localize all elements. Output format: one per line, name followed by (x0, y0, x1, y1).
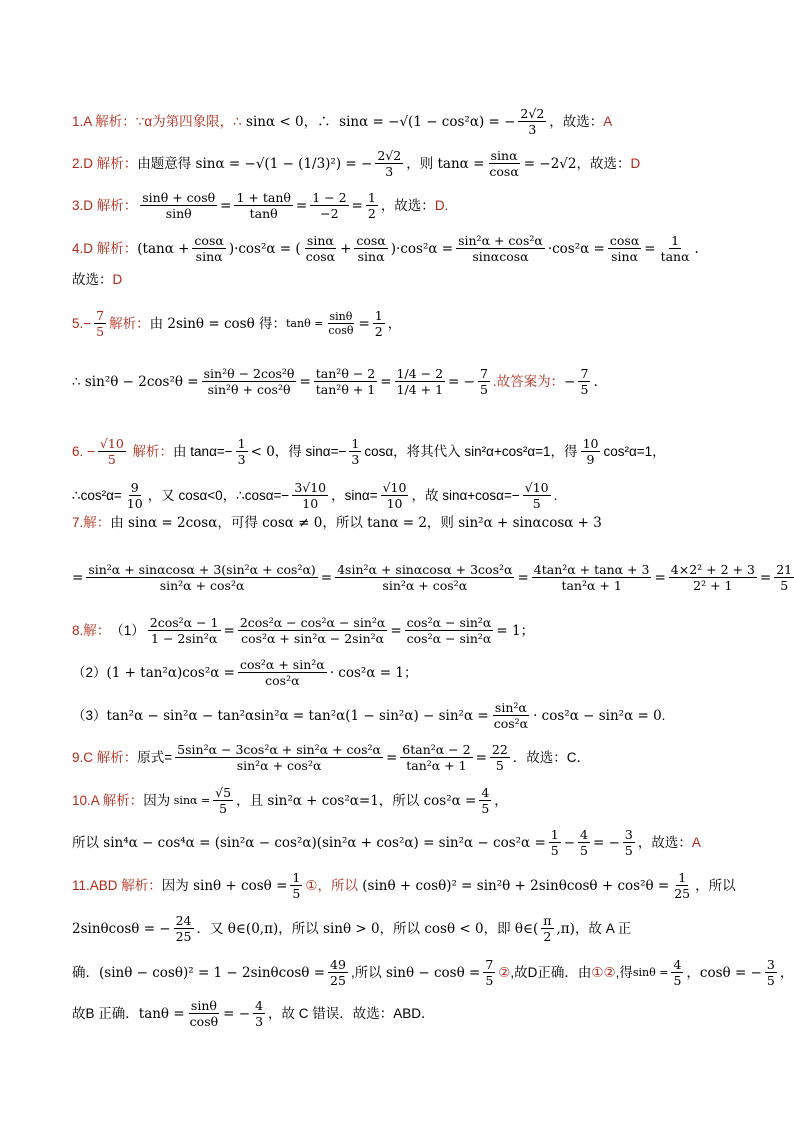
answer-10: 10.A 解析： 因为 sinα = $\frac{√5}{5}$ ，且 sin²α + cos²α=1 ，所以 cos²α = $\frac{4}{5}$ ， (72, 785, 508, 816)
answer-7: 7.解： 由 sinα = 2cosα ，可得 cosα ≠ 0 ，所以 tanα = 2 ，则 sin²α + sinαcosα + 3 (72, 515, 602, 531)
answer-8-part1: 8.解： （1） $\frac{\text{2cos²α − 1}}{\text{1 − 2sin²α}}$ = $\frac{\text{2cos²α − cos²α − sin²α}}{\text{cos²α + sin²α − 2sin²α}}$ = $\frac{\text{cos²α − sin²α}}{\text{cos²α − sin²α}}$ = 1 ； (72, 615, 535, 646)
answer-11-line4: 故B 正确． tanθ = $\frac{\sin\theta}{\cos\theta}$ = − $\frac{4}{3}$ ，故 C 错误．故选：ABD． (72, 998, 435, 1029)
answer-10-line2: 所以 sin⁴α − cos⁴α = (sin²α − cos²α)(sin²α + cos²α) = sin²α − cos²α = $\frac{1}{5}$ − $\frac{4}{5}$ = − $\frac{3}{5}$ ，故选： A (72, 827, 701, 858)
answer-7-line2: = $\frac{\text{sin²α + sinαcosα + 3(sin²α + cos²α)}}{\text{sin²α + cos²α}}$ = $\frac{\text{4sin²α + sinαcosα + 3cos²α}}{\text{sin²α + cos²α}}$ = $\frac{\text{4tan²α + tanα + 3}}{\text{tan²α + 1}}$ = $\frac{\text{4×2² + 2 + 3}}{\text{2² + 1}}$ = $\frac{21}{5}$ (72, 562, 793, 593)
answer-6: 6. − $\frac{√10}{5}$ 解析： 由 tanα=− $\frac{1}{3}$ < 0 ，得 sinα=− $\frac{1}{3}$ cosα，将其代入 sin²α+cos²α=1，得 $\frac{10}{9}$ cos²α=1， (72, 436, 666, 467)
answer-8-part2: （2） (1 + tan²α)cos²α = $\frac{\text{cos²α + sin²α}}{\text{cos²α}}$ · cos²α = 1 ； (72, 657, 418, 688)
answer-1: 1.A 解析： ∵α为第四象限，∴ sinα < 0，∴ sinα = −√(1 − cos²α) = − $\frac{2√2}{3}$ ，故选： A (72, 106, 613, 137)
answer-9: 9.C 解析： 原式= $\frac{\text{5sin²α − 3cos²α + sin²α + cos²α}}{\text{sin²α + cos²α}}$ = $\frac{\text{6tan²α − 2}}{\text{tan²α + 1}}$ = $\frac{22}{5}$ ．故选：C． (72, 742, 591, 773)
answer-2: 2.D 解析： 由题意得 sinα = −√(1 − (1/3)²) = − $\frac{2√2}{3}$ ，则 tanα = $\frac{\sin\alpha}{\cos\alpha}$ = −2√2 ，故选： D (72, 148, 641, 179)
answer-11: 11.ABD 解析： 因为 sinθ + cosθ = $\frac{1}{5}$ ①，所以 (sinθ + cosθ)² = sin²θ + 2sinθcosθ + cos²θ = $\frac{1}{25}$ ，所以 (72, 870, 736, 901)
answer-4-choice: 故选： D (72, 272, 123, 287)
answer-4: 4.D 解析： (tanα + $\frac{\cos\alpha}{\sin\alpha}$ )·cos²α = ( $\frac{\sin\alpha}{\cos\alpha}$ + $\frac{\cos\alpha}{\sin\alpha}$ )·cos²α = $\frac{\text{sin²α + cos²α}}{\sin\alpha\cos\alpha}$ ·cos²α = $\frac{\cos\alpha}{\sin\alpha}$ = $\frac{1}{\tan\alpha}$ . (72, 233, 699, 264)
answer-5: 5.− $\frac{7}{5}$ 解析： 由 2sinθ = cosθ 得： tanθ = $\frac{\sin\theta}{\cos\theta}$ = $\frac{1}{2}$ ， (72, 308, 402, 339)
answer-6-line2: ∴cos²α= $\frac{9}{10}$ ，又 cosα<0，∴cosα=− $\frac{3√10}{10}$ ，sinα= $\frac{√10}{10}$ ，故 sinα+cosα=− $\frac{√10}{5}$ . (72, 480, 558, 511)
answer-8-part3: （3） tan²α − sin²α − tan²αsin²α = tan²α(1 − sin²α) − sin²α = $\frac{\text{sin²α}}{\text{cos²α}}$ · cos²α − sin²α = 0 . (72, 700, 666, 731)
answer-11-line3: 确． (sinθ − cosθ)² = 1 − 2sinθcosθ = $\frac{49}{25}$ ,所以 sinθ − cosθ = $\frac{7}{5}$ ② ,故D正确．由 ①② ,得 sinθ = $\frac{4}{5}$ ， cosθ = − $\frac{3}{5}$ ， (72, 957, 794, 988)
answer-3: 3.D 解析： $\frac{\sin\theta + \cos\theta}{\sin\theta}$ = $\frac{1 + \tan\theta}{\tan\theta}$ = $\frac{1 - 2}{-2}$ = $\frac{1}{2}$ ，故选： D. (72, 190, 449, 221)
answer-5-line2: ∴ sin²θ − 2cos²θ = $\frac{\text{sin²θ − 2cos²θ}}{\text{sin²θ + cos²θ}}$ = $\frac{\text{tan²θ − 2}}{\text{tan²θ + 1}}$ = $\frac{1/4 - 2}{1/4 + 1}$ = − $\frac{7}{5}$ .故答案为： − $\frac{7}{5}$ . (72, 366, 598, 397)
answer-11-line2: 2sinθcosθ = − $\frac{24}{25}$ ．又 θ∈(0,π) ，所以 sinθ > 0 ，所以 cosθ < 0 ，即 θ∈( $\frac{\pi}{2}$ ,π) ，故 A 正 (72, 913, 632, 944)
